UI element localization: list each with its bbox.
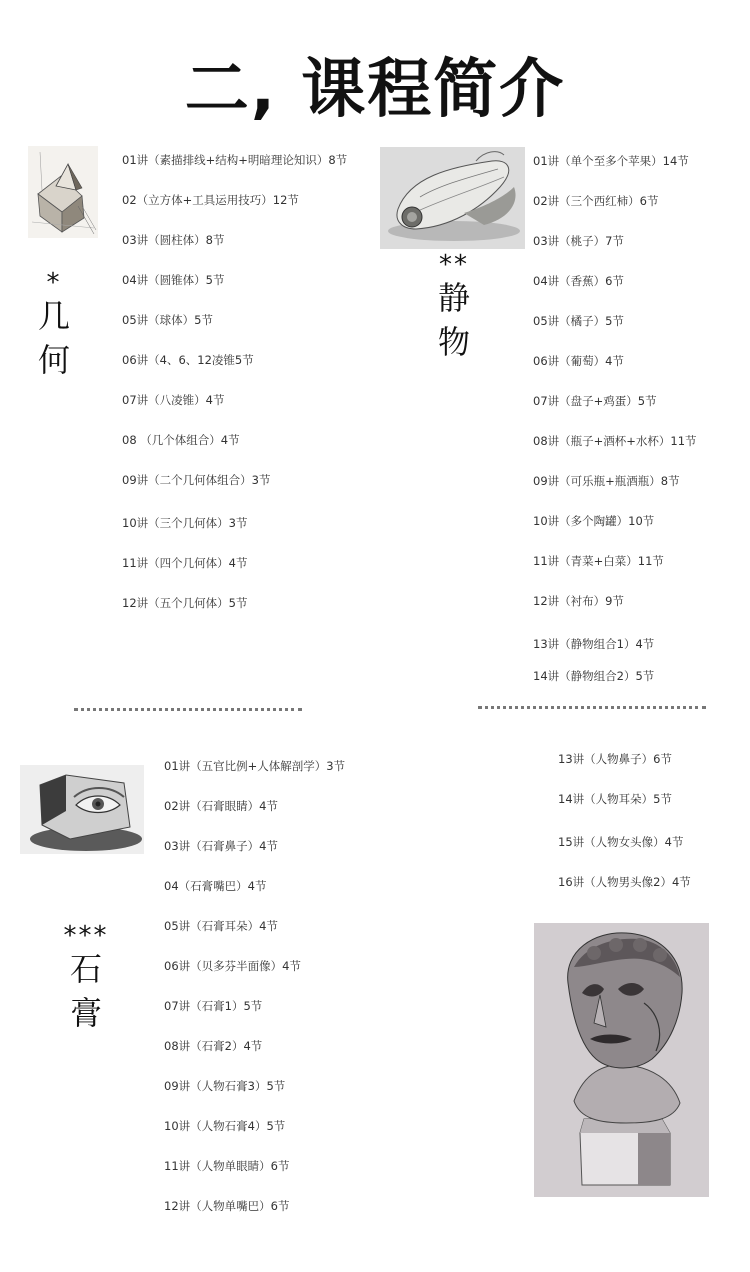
course-item: 07讲（盘子+鸡蛋）5节 <box>533 394 657 408</box>
course-item: 11讲（青菜+白菜）11节 <box>533 554 664 568</box>
course-item: 03讲（圆柱体）8节 <box>122 233 225 247</box>
course-item: 02讲（三个西红柿）6节 <box>533 194 659 208</box>
course-item: 04讲（圆锥体）5节 <box>122 273 225 287</box>
section-divider-left <box>74 708 302 711</box>
course-item: 03讲（石膏鼻子）4节 <box>164 839 278 853</box>
course-item: 05讲（石膏耳朵）4节 <box>164 919 278 933</box>
course-item: 13讲（静物组合1）4节 <box>533 637 655 651</box>
course-item: 10讲（多个陶罐）10节 <box>533 514 655 528</box>
category-char-2: 膏 <box>69 994 102 1032</box>
course-item: 06讲（4、6、12凌锥5节 <box>122 353 254 367</box>
course-item: 10讲（人物石膏4）5节 <box>164 1119 286 1133</box>
course-item: 08 （几个体组合）4节 <box>122 433 240 447</box>
course-item: 11讲（人物单眼睛）6节 <box>164 1159 290 1173</box>
difficulty-stars: ** <box>439 250 469 280</box>
plaster-eye-sketch-image <box>20 765 144 854</box>
course-item: 01讲（单个至多个苹果）14节 <box>533 154 689 168</box>
cabbage-sketch-image <box>380 147 525 249</box>
course-item: 13讲（人物鼻子）6节 <box>558 752 672 766</box>
geometry-sketch-image <box>28 146 98 238</box>
section-divider-right <box>478 706 706 709</box>
course-item: 07讲（八凌锥）4节 <box>122 393 225 407</box>
category-char-1: 静 <box>437 279 470 317</box>
course-item: 07讲（石膏1）5节 <box>164 999 263 1013</box>
course-item: 04（石膏嘴巴）4节 <box>164 879 267 893</box>
course-item: 14讲（人物耳朵）5节 <box>558 792 672 806</box>
course-item: 02（立方体+工具运用技巧）12节 <box>122 193 299 207</box>
difficulty-stars: *** <box>63 921 109 951</box>
course-item: 09讲（可乐瓶+瓶酒瓶）8节 <box>533 474 680 488</box>
course-item: 10讲（三个几何体）3节 <box>122 516 248 530</box>
course-item: 08讲（石膏2）4节 <box>164 1039 263 1053</box>
course-item: 08讲（瓶子+酒杯+水杯）11节 <box>533 434 697 448</box>
category-char-1: 几 <box>37 297 70 335</box>
course-item: 02讲（石膏眼睛）4节 <box>164 799 278 813</box>
geometry-category-label <box>34 268 74 382</box>
plaster-category-label <box>60 921 112 1035</box>
course-item: 09讲（二个几何体组合）3节 <box>122 473 271 487</box>
plaster-bust-sketch-image <box>534 923 709 1197</box>
course-item: 12讲（衬布）9节 <box>533 594 624 608</box>
course-item: 03讲（桃子）7节 <box>533 234 624 248</box>
difficulty-stars: * <box>46 268 62 298</box>
still-life-category-label <box>432 250 476 364</box>
course-item: 15讲（人物女头像）4节 <box>558 835 684 849</box>
course-item: 11讲（四个几何体）4节 <box>122 556 248 570</box>
course-item: 12讲（人物单嘴巴）6节 <box>164 1199 290 1213</box>
page-title: 二, 课程简介 <box>184 53 566 127</box>
course-item: 04讲（香蕉）6节 <box>533 274 624 288</box>
course-item: 05讲（橘子）5节 <box>533 314 624 328</box>
course-item: 06讲（葡萄）4节 <box>533 354 624 368</box>
category-char-2: 何 <box>37 341 70 379</box>
course-item: 01讲（素描排线+结构+明暗理论知识）8节 <box>122 153 348 167</box>
course-item: 14讲（静物组合2）5节 <box>533 669 655 683</box>
category-char-1: 石 <box>69 950 102 988</box>
category-char-2: 物 <box>437 323 470 361</box>
course-item: 12讲（五个几何体）5节 <box>122 596 248 610</box>
course-item: 09讲（人物石膏3）5节 <box>164 1079 286 1093</box>
course-item: 16讲（人物男头像2）4节 <box>558 875 691 889</box>
course-item: 06讲（贝多芬半面像）4节 <box>164 959 301 973</box>
course-item: 01讲（五官比例+人体解剖学）3节 <box>164 759 346 773</box>
course-item: 05讲（球体）5节 <box>122 313 213 327</box>
